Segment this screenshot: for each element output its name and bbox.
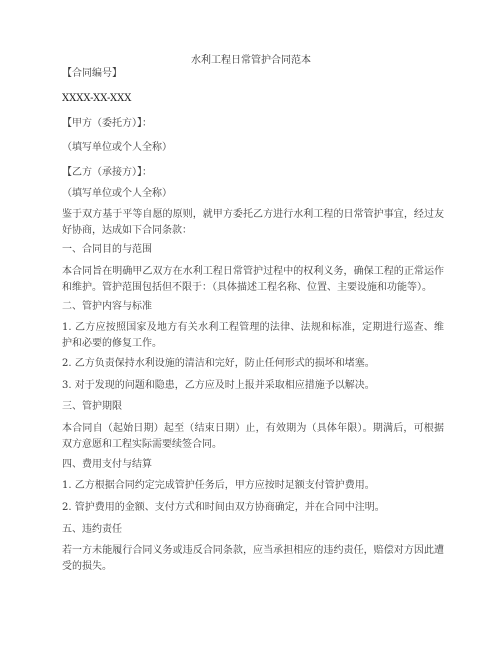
- section-item-payment-2: 2. 管护费用的金额、支付方式和时间由双方协商确定，并在合同中注明。: [62, 502, 385, 513]
- section-heading-term: 三、管护期限: [62, 401, 122, 412]
- section-item-payment-1: 1. 乙方根据合同约定完成管护任务后，甲方应按时足额支付管护费用。: [62, 480, 375, 491]
- contract-number-heading: 【合同编号】: [62, 68, 122, 79]
- section-heading-payment: 四、费用支付与结算: [62, 459, 152, 470]
- section-heading-content: 二、管护内容与标准: [62, 301, 152, 312]
- section-heading-purpose: 一、合同目的与范围: [62, 244, 152, 255]
- section-item-content-3: 3. 对于发现的问题和隐患，乙方应及时上报并采取相应措施予以解决。: [62, 380, 375, 391]
- section-item-content-2: 2. 乙方负责保持水利设施的清洁和完好，防止任何形式的损坏和堵塞。: [62, 358, 375, 369]
- document-title: 水利工程日常管护合同范本: [191, 55, 311, 66]
- party-a-placeholder: （填写单位或个人全称）: [62, 142, 172, 153]
- intro-paragraph: 鉴于双方基于平等自愿的原则，就甲方委托乙方进行水利工程的日常管护事宜，经过友好协商，达成如下合同条款：: [62, 209, 444, 236]
- party-b-heading: 【乙方（承接方）】：: [62, 167, 152, 178]
- party-b-placeholder: （填写单位或个人全称）: [62, 188, 172, 199]
- section-paragraph-term: 本合同自（起始日期）起至（结束日期）止，有效期为（具体年限）。期满后，可根据双方意愿和工程实际需要续签合同。: [62, 423, 444, 450]
- contract-number-value: XXXX-XX-XXX: [62, 93, 132, 104]
- party-a-heading: 【甲方（委托方）】：: [62, 118, 152, 129]
- section-paragraph-liability: 若一方未能履行合同义务或违反合同条款，应当承担相应的违约责任，赔偿对方因此遭受的损失。: [62, 545, 444, 572]
- section-heading-liability: 五、违约责任: [62, 524, 122, 535]
- section-item-content-1: 1. 乙方应按照国家及地方有关水利工程管理的法律、法规和标准，定期进行巡查、维护和必要的修复工作。: [62, 322, 444, 349]
- section-paragraph-purpose: 本合同旨在明确甲乙双方在水利工程日常管护过程中的权利义务，确保工程的正常运作和维护。管护范围包括但不限于：（具体描述工程名称、位置、主要设施和功能等）。: [62, 266, 444, 293]
